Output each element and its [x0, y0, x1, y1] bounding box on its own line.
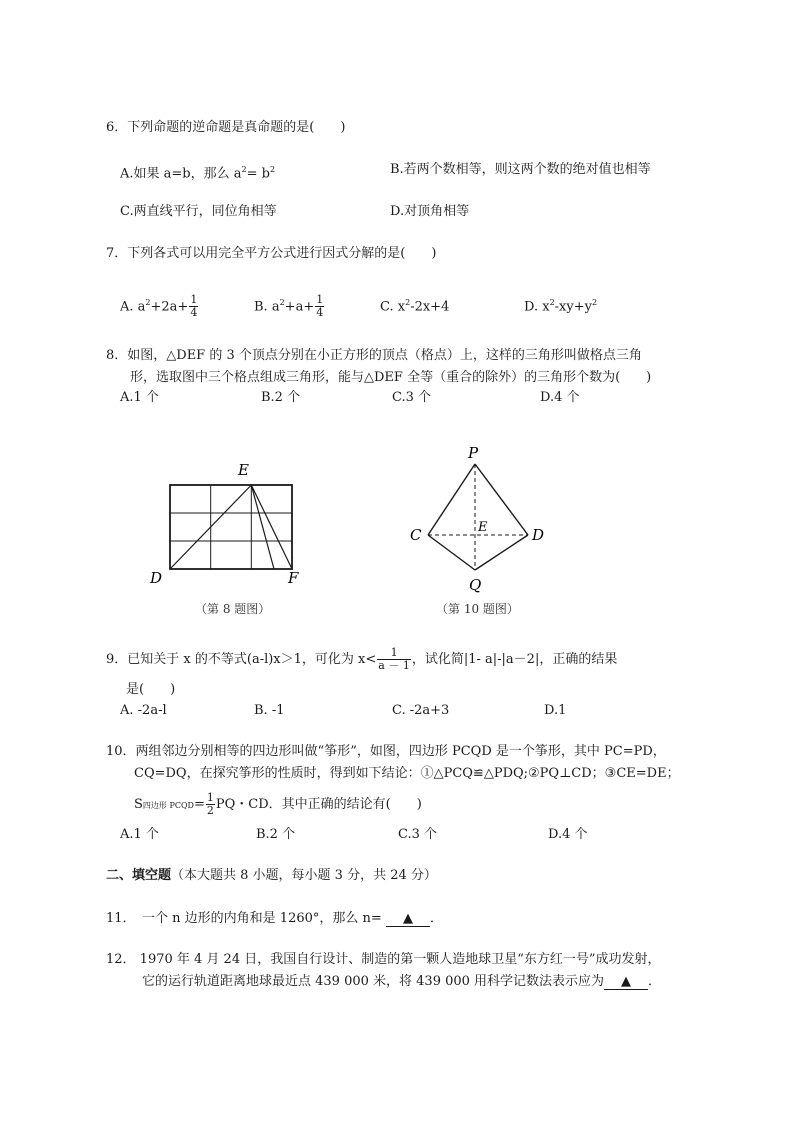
- fig10-label-q: Q: [469, 576, 482, 594]
- q9-stem: 9．已知关于 x 的不等式(a-l)x＞1，可化为 x< $\frac{1}{a - 1}$ ，试化简|1- a|-|a－2|，正确的结果: [106, 646, 618, 672]
- q8-option-d: D.4 个: [540, 390, 580, 405]
- q9-option-c: C. -2a+3: [392, 703, 450, 718]
- q9-option-a: A. -2a-l: [120, 703, 167, 718]
- q6-option-d: D.对顶角相等: [390, 204, 470, 219]
- q7-option-b: B. $a^2+a+$ $\frac{1}{4}$: [254, 293, 324, 320]
- fig10-side-pc: [428, 464, 475, 535]
- q7-stem: 7．下列各式可以用完全平方公式进行因式分解的是( ): [106, 246, 437, 261]
- q9-option-d: D.1: [544, 703, 567, 718]
- fig8-label-e: E: [238, 461, 249, 479]
- q10-option-c: C.3 个: [398, 827, 438, 842]
- figure-8: [140, 455, 330, 625]
- q8-option-b: B.2 个: [261, 390, 301, 405]
- q6-option-c: C.两直线平行，同位角相等: [120, 204, 277, 219]
- fig8-caption: （第 8 题图）: [195, 602, 271, 616]
- q10-line2: CQ=DQ，在探究筝形的性质时，得到如下结论：①△PCQ≌△PDQ;②PQ⊥CD；③CE=DE；: [134, 766, 680, 781]
- fig8-side-ef: [251, 485, 292, 569]
- section2-heading: 二、填空题（本大题共 8 小题，每小题 3 分，共 24 分）: [106, 868, 437, 883]
- fig8-label-f: F: [288, 569, 299, 587]
- fig10-label-p: P: [468, 444, 479, 462]
- q10-fraction: $\frac{1}{2}$: [206, 791, 214, 817]
- fig8-grid-border: [170, 485, 292, 569]
- q8-line2: 形，选取图中三个格点组成三角形，能与△DEF 全等（重合的除外）的三角形个数为( ): [130, 370, 652, 385]
- q8-option-c: C.3 个: [392, 390, 432, 405]
- q7-option-d: D. $x^2-xy+y^2$: [524, 298, 598, 315]
- q7-option-a: A. $a^2+2a+$ $\frac{1}{4}$: [120, 293, 198, 320]
- q9-option-b: B. -1: [254, 703, 285, 718]
- q11-answer-blank[interactable]: ▲: [386, 911, 430, 927]
- q7-a-fraction: $\frac{1}{4}$: [190, 293, 198, 320]
- q7-b-fraction: $\frac{1}{4}$: [316, 293, 324, 320]
- fig10-side-cq: [428, 535, 475, 570]
- q10-line3: S四边形 PCQD= $\frac{1}{2}$ PQ・CD．其中正确的结论有( ): [134, 791, 422, 817]
- fig10-caption: （第 10 题图）: [436, 602, 519, 616]
- q10-line1: 10．两组邻边分别相等的四边形叫做“筝形”，如图，四边形 PCQD 是一个筝形，其中 PC=PD，: [106, 744, 666, 759]
- fig10-label-e: E: [478, 520, 488, 535]
- fig8-label-d: D: [150, 569, 163, 587]
- q12-line1: 12． 1970 年 4 月 24 日，我国自行设计、制造的第一颗人造地球卫星“东方红一号”成功发射，: [106, 952, 661, 967]
- figure-10: [400, 440, 560, 625]
- q7-option-c: C. $x^2-2x+4$: [380, 298, 450, 315]
- q10-option-a: A.1 个: [120, 827, 159, 842]
- q9-line2: 是( ): [126, 682, 176, 697]
- q12-line2: 它的运行轨道距离地球最近点 439 000 米，将 439 000 用科学记数法表示应为 ▲ ．: [142, 974, 662, 989]
- q8-line1: 8．如图，△DEF 的 3 个顶点分别在小正方形的顶点（格点）上，这样的三角形叫做格点三角: [106, 348, 642, 363]
- q6-stem: 6．下列命题的逆命题是真命题的是( ): [106, 120, 346, 135]
- q11: 11． 一个 n 边形的内角和是 1260°，那么 n= ▲ ．: [106, 911, 443, 926]
- q6-option-b: B.若两个数相等，则这两个数的绝对值也相等: [390, 162, 651, 177]
- fig10-label-c: C: [410, 526, 422, 544]
- q12-answer-blank[interactable]: ▲: [604, 974, 648, 990]
- fig10-label-d: D: [532, 526, 545, 544]
- q6-option-a: A.如果 a=b，那么 $a^2= b^2$: [120, 165, 276, 182]
- fig10-side-dq: [475, 535, 528, 570]
- q9-fraction: $\frac{1}{a - 1}$: [378, 646, 410, 672]
- q8-option-a: A.1 个: [120, 390, 159, 405]
- q10-option-d: D.4 个: [548, 827, 588, 842]
- q10-option-b: B.2 个: [256, 827, 296, 842]
- fig8-inner-line: [251, 485, 274, 569]
